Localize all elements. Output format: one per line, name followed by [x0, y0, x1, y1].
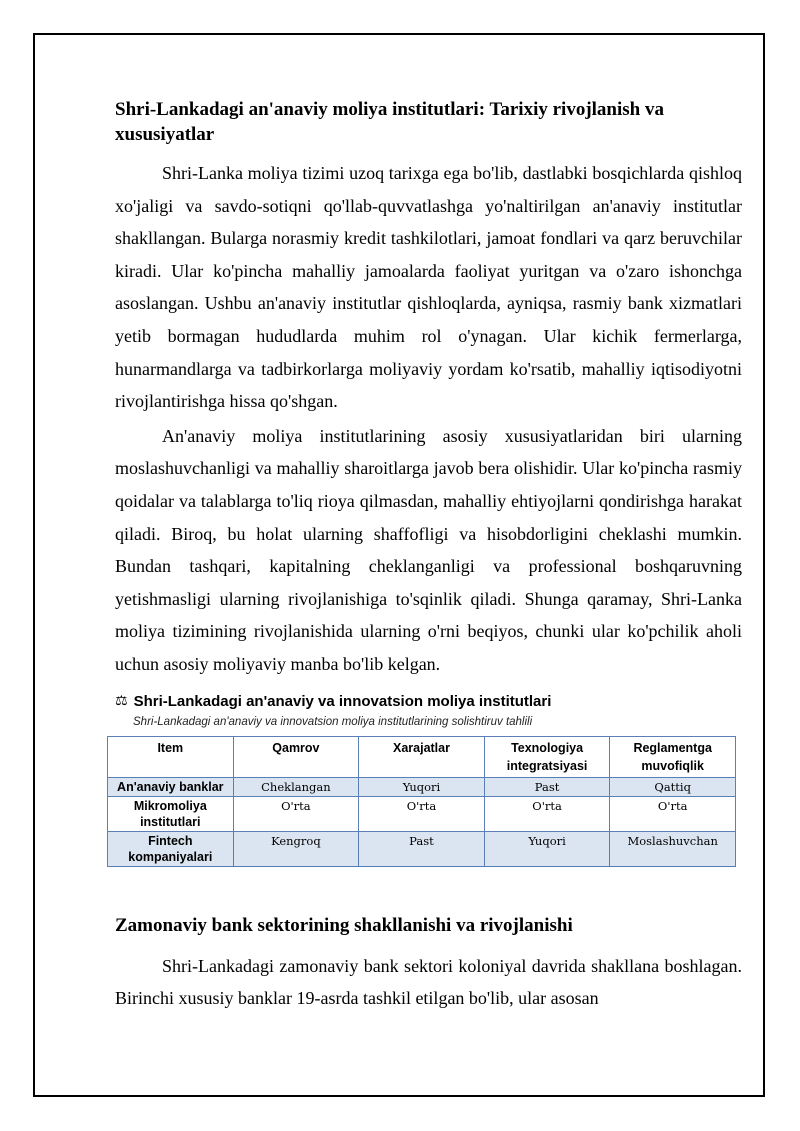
document-body	[115, 97, 742, 1017]
paragraph-history: Shri-Lanka moliya tizimi uzoq tarixga ega bo'lib, dastlabki bosqichlarda qishloq xo'jaligi va savdo-sotiqni qo'llab-quvvatlashga yo'naltirilgan an'anaviy institutlar shakllangan. Bularga norasmiy kredit tashkilotlari, jamoat fondlari va qarz beruvchilar kiradi. Ular ko'pincha mahalliy jamoalarda faoliyat yuritgan va o'zaro ishonchga asoslangan. Ushbu an'anaviy institutlar qishloqlarda, ayniqsa, rasmiy bank xizmatlari yetib bormagan hududlarda muhim rol o'ynagan. Ular kichik fermerlarga, hunarmandlarga va tadbirkorlarga moliyaviy yordam ko'rsatib, mahalliy iqtisodiyotni rivojlantirishga hissa qo'shgan.	[115, 163, 742, 412]
paragraph-characteristics: An'anaviy moliya institutlarining asosiy xususiyatlaridan biri ularning moslashuvchanligi va mahalliy sharoitlarga javob bera olishidir. Ular ko'pincha rasmiy qoidalar va talablarga to'liq rioya qilmasdan, mahalliy ehtiyojlarni qondirishga harakat qiladi. Biroq, bu holat ularning shaffofligi va hisobdorligini cheklashi mumkin. Bundan tashqari, kapitalning cheklanganligi va professional boshqaruvning yetishmasligi ularning rivojlanishiga to'sqinlik qiladi. Shunga qaramay, Shri-Lanka moliya tizimining rivojlanishida ularning o'rni beqiyos, chunki ular ko'pchilik aholi uchun asosiy moliyaviy manba bo'lib kelgan.	[115, 425, 742, 674]
table-cell: Yuqori	[359, 777, 485, 796]
table-header-row	[108, 736, 736, 777]
paragraph-colonial-banking: Shri-Lankadagi zamonaviy bank sektori koloniyal davrida shakllana boshlagan. Birinchi xususiy banklar 19-asrda tashkil etilgan bo'lib, ular asosan	[115, 955, 742, 1009]
table-cell: Past	[359, 831, 485, 866]
table-cell: Past	[484, 777, 610, 796]
column-header-coverage: Qamrov	[233, 736, 359, 777]
table-cell: O'rta	[233, 796, 359, 831]
table-cell: Cheklangan	[233, 777, 359, 796]
table-cell: O'rta	[610, 796, 736, 831]
row-label: Fintech kompaniyalari	[108, 831, 234, 866]
table-row	[108, 796, 736, 831]
table-cell: O'rta	[484, 796, 610, 831]
table-cell: O'rta	[359, 796, 485, 831]
table-cell: Qattiq	[610, 777, 736, 796]
table-caption: Shri-Lankadagi an'anaviy va innovatsion moliya institutlarining solishtiruv tahlili	[133, 715, 533, 728]
row-label: An'anaviy banklar	[108, 777, 234, 796]
column-header-costs: Xarajatlar	[359, 736, 485, 777]
table-cell: Moslashuvchan	[610, 831, 736, 866]
table-row	[108, 831, 736, 866]
table-row	[108, 777, 736, 796]
column-header-technology: Texnologiya integratsiyasi	[484, 736, 610, 777]
section-heading-modern-banking: Zamonaviy bank sektorining shakllanishi va rivojlanishi	[115, 914, 573, 936]
table-cell: Kengroq	[233, 831, 359, 866]
table-cell: Yuqori	[484, 831, 610, 866]
row-label: Mikromoliya institutlari	[108, 796, 234, 831]
column-header-item: Item	[108, 736, 234, 777]
scales-icon: ⚖	[115, 693, 128, 709]
column-header-compliance: Reglamentga muvofiqlik	[610, 736, 736, 777]
table-title	[115, 693, 742, 710]
section-heading-traditional-institutions: Shri-Lankadagi an'anaviy moliya institutlari: Tarixiy rivojlanish va xususiyatlar	[115, 99, 664, 145]
table-title-text: Shri-Lankadagi an'anaviy va innovatsion moliya institutlari	[133, 692, 552, 710]
comparison-table	[107, 736, 736, 867]
